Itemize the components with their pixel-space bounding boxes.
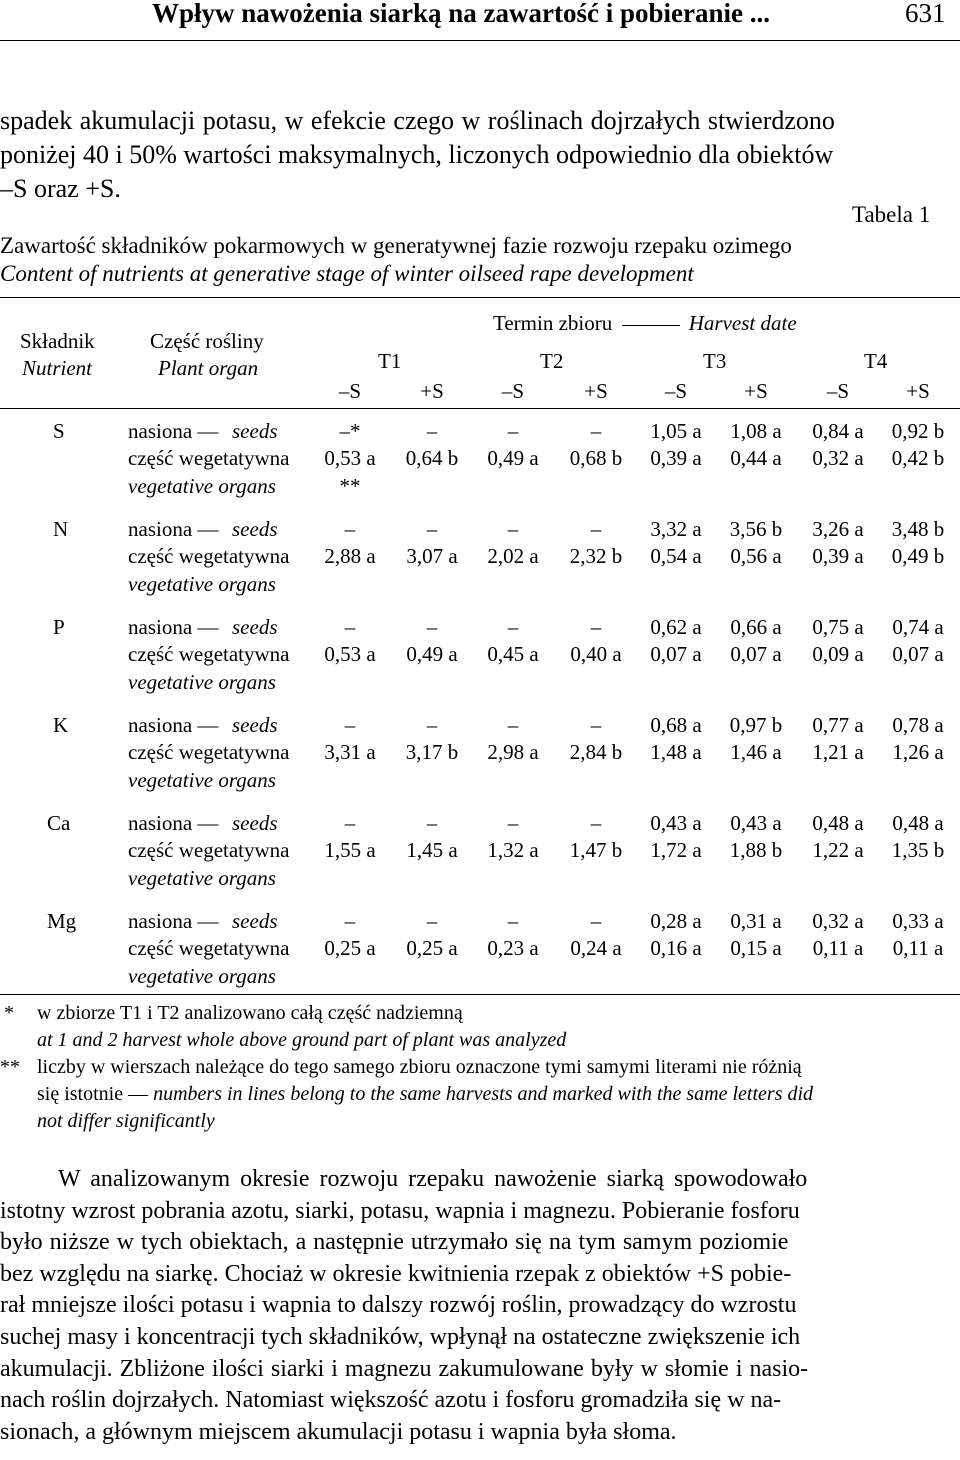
value-cell: 0,39 a: [650, 446, 702, 470]
value-cell: 1,46 a: [730, 740, 782, 764]
value-cell: 1,08 a: [730, 419, 782, 443]
table-header-rule: [0, 408, 960, 409]
value-cell: –: [590, 517, 602, 541]
value-cell: 0,54 a: [650, 544, 702, 568]
organ-veg-en: vegetative organs: [128, 768, 276, 792]
value-cell: 0,49 a: [487, 446, 539, 470]
subcol-header: +S: [584, 379, 608, 403]
body-line: było niższe w tych obiektach, a następnie utrzymało się na tym samym poziomie: [0, 1229, 789, 1256]
organ-veg-en: vegetative organs: [128, 866, 276, 890]
value-cell: –: [344, 713, 356, 737]
body-line: sionach, a głównym miejscem akumulacji potasu i wapnia była słoma.: [0, 1418, 677, 1445]
value-cell: –: [507, 909, 519, 933]
value-cell: –: [507, 517, 519, 541]
body-line: W analizowanym okresie rozwoju rzepaku nawożenie siarką spowodowało: [58, 1166, 808, 1192]
subcol-header: +S: [420, 379, 444, 403]
footnote-mark: *: [4, 1002, 14, 1024]
value-cell: –: [344, 811, 356, 835]
nutrient-cell: Ca: [47, 811, 71, 835]
organ-seeds-pl: nasiona —: [128, 713, 219, 737]
organ-seeds-pl: nasiona —: [128, 419, 219, 443]
value-cell: 1,72 a: [650, 838, 702, 862]
value-cell: 0,92 b: [891, 419, 945, 443]
value-cell: 2,32 b: [569, 544, 623, 568]
value-cell: 0,77 a: [812, 713, 864, 737]
organ-seeds-en: seeds: [232, 517, 278, 541]
value-cell: 0,48 a: [892, 811, 944, 835]
value-cell: 0,68 b: [569, 446, 623, 470]
value-cell: 1,21 a: [812, 740, 864, 764]
value-cell: –: [426, 909, 438, 933]
value-cell: 1,32 a: [487, 838, 539, 862]
col-organ-pl: Część rośliny: [150, 329, 264, 353]
value-cell: 0,40 a: [570, 642, 622, 666]
table-bottom-rule: [0, 994, 960, 995]
value-cell: 0,45 a: [487, 642, 539, 666]
value-cell: 0,07 a: [650, 642, 702, 666]
subcol-header: –S: [826, 379, 850, 403]
intro-line: –S oraz +S.: [0, 174, 121, 203]
value-cell: 2,02 a: [487, 544, 539, 568]
value-cell: 3,07 a: [406, 544, 458, 568]
intro-line: spadek akumulacji potasu, w efekcie czego w roślinach dojrzałych stwierdzono: [0, 106, 835, 135]
value-cell: –: [590, 909, 602, 933]
nutrient-cell: S: [53, 419, 65, 443]
value-cell: 0,66 a: [730, 615, 782, 639]
footnote-2-pl: liczby w wierszach należące do tego samego zbioru oznaczone tymi samymi literami nie różnią: [37, 1056, 802, 1078]
organ-veg-pl: część wegetatywna: [128, 446, 290, 470]
value-cell: 0,33 a: [892, 909, 944, 933]
footnote-1-pl: w zbiorze T1 i T2 analizowano całą część nadziemną: [37, 1002, 463, 1024]
value-cell: 0,32 a: [812, 909, 864, 933]
subcol-header: +S: [744, 379, 768, 403]
term-t3: T3: [703, 349, 727, 373]
organ-veg-pl: część wegetatywna: [128, 740, 290, 764]
organ-veg-pl: część wegetatywna: [128, 936, 290, 960]
value-cell: 3,48 b: [891, 517, 945, 541]
col-organ-en: Plant organ: [158, 356, 259, 380]
value-cell: 3,26 a: [812, 517, 864, 541]
col-nutrient-pl: Składnik: [20, 329, 95, 353]
value-cell: 0,24 a: [570, 936, 622, 960]
body-paragraph: [0, 1164, 960, 1448]
organ-seeds-en: seeds: [232, 909, 278, 933]
footnote-ref: **: [339, 474, 361, 498]
value-cell: 0,53 a: [324, 446, 376, 470]
value-cell: 0,07 a: [730, 642, 782, 666]
value-cell: 0,16 a: [650, 936, 702, 960]
value-cell: –: [426, 811, 438, 835]
value-cell: 0,31 a: [730, 909, 782, 933]
value-cell: 1,05 a: [650, 419, 702, 443]
value-cell: 0,11 a: [892, 936, 944, 960]
organ-veg-en: vegetative organs: [128, 474, 276, 498]
value-cell: 0,44 a: [730, 446, 782, 470]
organ-seeds-pl: nasiona —: [128, 811, 219, 835]
organ-veg-pl: część wegetatywna: [128, 642, 290, 666]
footnote-1-en: at 1 and 2 harvest whole above ground part of plant was analyzed: [37, 1029, 567, 1051]
value-cell: –: [590, 811, 602, 835]
value-cell: –: [590, 615, 602, 639]
value-cell: 2,88 a: [324, 544, 376, 568]
value-cell: 0,25 a: [406, 936, 458, 960]
value-cell: 0,62 a: [650, 615, 702, 639]
col-nutrient-en: Nutrient: [22, 356, 93, 380]
value-cell: –: [344, 517, 356, 541]
organ-seeds-en: seeds: [232, 419, 278, 443]
value-cell: 0,49 b: [891, 544, 945, 568]
value-cell: 0,53 a: [324, 642, 376, 666]
value-cell: –: [590, 713, 602, 737]
term-t4: T4: [864, 349, 888, 373]
table-label: Tabela 1: [852, 202, 931, 227]
value-cell: –: [426, 713, 438, 737]
subcol-header: –S: [501, 379, 525, 403]
subcol-header: +S: [906, 379, 930, 403]
value-cell: –: [426, 419, 438, 443]
value-cell: 1,47 b: [569, 838, 623, 862]
organ-seeds-pl: nasiona —: [128, 517, 219, 541]
value-cell: 0,48 a: [812, 811, 864, 835]
footnote-2-en2: not differ significantly: [37, 1110, 215, 1132]
value-cell: 0,56 a: [730, 544, 782, 568]
organ-veg-en: vegetative organs: [128, 572, 276, 596]
value-cell: 0,07 a: [892, 642, 944, 666]
organ-seeds-pl: nasiona —: [128, 615, 219, 639]
value-cell: 3,17 b: [405, 740, 459, 764]
value-cell: 0,15 a: [730, 936, 782, 960]
footnote-2-line2: [37, 1081, 813, 1108]
value-cell: –: [344, 615, 356, 639]
body-line: suchej masy i koncentracji tych składników, wpłynął na ostateczne zwiększenie ich: [0, 1323, 801, 1350]
value-cell: 0,97 b: [729, 713, 783, 737]
organ-veg-pl: część wegetatywna: [128, 544, 290, 568]
body-line: akumulacji. Zbliżone ilości siarki i magnezu zakumulowane były w słomie i nasio-: [0, 1355, 809, 1382]
body-line: rał mniejsze ilości potasu i wapnia to dalszy rozwój roślin, prowadzący do wzrostu: [0, 1292, 797, 1319]
table-caption-pl: Zawartość składników pokarmowych w generatywnej fazie rozwoju rzepaku ozimego: [0, 233, 792, 258]
value-cell: 1,55 a: [324, 838, 376, 862]
organ-veg-en: vegetative organs: [128, 964, 276, 988]
footnote-mark: **: [0, 1056, 20, 1078]
organ-seeds-en: seeds: [232, 713, 278, 737]
value-cell: 3,56 b: [729, 517, 783, 541]
value-cell: –: [344, 909, 356, 933]
value-cell: 0,49 a: [406, 642, 458, 666]
value-cell: –: [507, 419, 519, 443]
value-cell: 0,32 a: [812, 446, 864, 470]
value-cell: –*: [339, 419, 361, 443]
organ-seeds-pl: nasiona —: [128, 909, 219, 933]
value-cell: 0,11 a: [812, 936, 864, 960]
value-cell: 2,98 a: [487, 740, 539, 764]
footnote-2-en: numbers in lines belong to the same harvests and marked with the same letters did: [153, 1083, 814, 1105]
footnote-2-pl2: się istotnie —: [37, 1083, 149, 1105]
value-cell: 0,43 a: [730, 811, 782, 835]
value-cell: 0,78 a: [892, 713, 944, 737]
organ-veg-en: vegetative organs: [128, 670, 276, 694]
value-cell: 0,42 b: [891, 446, 945, 470]
body-line: nach roślin dojrzałych. Natomiast większość azotu i fosforu gromadziła się w na-: [0, 1387, 782, 1414]
nutrient-cell: K: [53, 713, 69, 737]
nutrient-cell: P: [53, 615, 65, 639]
harvest-en: Harvest date: [688, 311, 797, 335]
intro-line: poniżej 40 i 50% wartości maksymalnych, liczonych odpowiednio dla obiektów: [0, 140, 834, 169]
term-t2: T2: [540, 349, 564, 373]
value-cell: 1,26 a: [892, 740, 944, 764]
nutrient-cell: N: [53, 517, 69, 541]
value-cell: 0,09 a: [812, 642, 864, 666]
harvest-pl: Termin zbioru: [493, 311, 613, 335]
value-cell: –: [590, 419, 602, 443]
subcol-header: –S: [664, 379, 688, 403]
nutrient-cell: Mg: [47, 909, 77, 933]
value-cell: 0,68 a: [650, 713, 702, 737]
table-top-rule: [0, 297, 960, 298]
subcol-header: –S: [338, 379, 362, 403]
term-t1: T1: [378, 349, 402, 373]
value-cell: 0,28 a: [650, 909, 702, 933]
value-cell: 2,84 b: [569, 740, 623, 764]
value-cell: 0,39 a: [812, 544, 864, 568]
value-cell: 1,22 a: [812, 838, 864, 862]
value-cell: 0,25 a: [324, 936, 376, 960]
table-caption-en: Content of nutrients at generative stage of winter oilseed rape development: [0, 261, 694, 286]
page-number: 631: [905, 0, 946, 28]
value-cell: 0,74 a: [892, 615, 944, 639]
value-cell: –: [426, 517, 438, 541]
value-cell: 0,75 a: [812, 615, 864, 639]
value-cell: –: [507, 713, 519, 737]
organ-seeds-en: seeds: [232, 615, 278, 639]
value-cell: 1,48 a: [650, 740, 702, 764]
organ-veg-pl: część wegetatywna: [128, 838, 290, 862]
value-cell: 0,43 a: [650, 811, 702, 835]
running-title: Wpływ nawożenia siarką na zawartość i pobieranie ...: [152, 0, 770, 28]
body-line: istotny wzrost pobrania azotu, siarki, potasu, wapnia i magnezu. Pobieranie fosforu: [0, 1197, 800, 1224]
value-cell: 3,31 a: [324, 740, 376, 764]
value-cell: 0,64 b: [405, 446, 459, 470]
harvest-header: [493, 309, 797, 337]
value-cell: 0,84 a: [812, 419, 864, 443]
body-line: bez względu na siarkę. Chociaż w okresie kwitnienia rzepak z obiektów +S pobie-: [0, 1260, 792, 1287]
organ-seeds-en: seeds: [232, 811, 278, 835]
value-cell: 1,35 b: [891, 838, 945, 862]
value-cell: 1,45 a: [406, 838, 458, 862]
value-cell: 0,23 a: [487, 936, 539, 960]
value-cell: –: [426, 615, 438, 639]
value-cell: 1,88 b: [729, 838, 783, 862]
value-cell: –: [507, 811, 519, 835]
value-cell: –: [507, 615, 519, 639]
value-cell: 3,32 a: [650, 517, 702, 541]
